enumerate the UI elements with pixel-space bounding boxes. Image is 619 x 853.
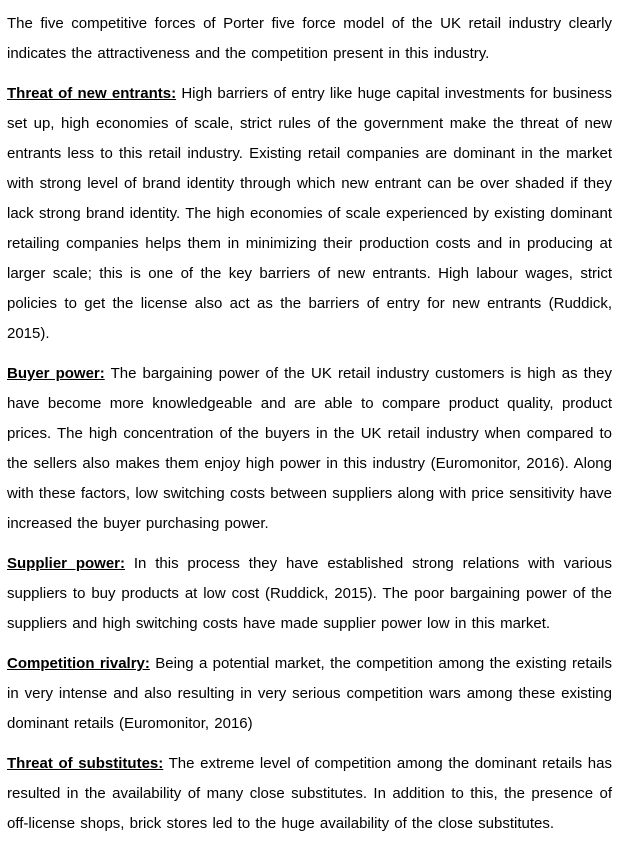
paragraph xyxy=(7,79,612,349)
paragraph-text: High barriers of entry like huge capital investments for business set up, high economies of scale, strict rules of the government make the threat of new entrants less to this retail industry. Existing retail companies are dominant in the market with strong level of brand identity through which new entrant can be over shaded if they lack strong brand identity. The high economies of scale experienced by existing dominant retailing companies helps them in minimizing their production costs and in producing at larger scale; this is one of the key barriers of new entrants. High labour wages, strict policies to get the license also act as the barriers of entry for new entrants (Ruddick, 2015). xyxy=(7,85,612,342)
paragraph-text: The extreme level of competition among the dominant retails has resulted in the availability of many close substitutes. In addition to this, the presence of off-license shops, brick stores led to the huge availability of the close substitutes. xyxy=(7,755,612,832)
document-body xyxy=(7,9,612,839)
paragraph-text: The bargaining power of the UK retail industry customers is high as they have become more knowledgeable and are able to compare product quality, product prices. The high concentration of the buyers in the UK retail industry when compared to the sellers also makes them enjoy high power in this industry (Euromonitor, 2016). Along with these factors, low switching costs between suppliers along with price sensitivity have increased the buyer purchasing power. xyxy=(7,365,613,532)
paragraph-heading: Threat of substitutes: xyxy=(7,755,164,772)
paragraph-text: Being a potential market, the competition among the existing retails in very intense and also resulting in very serious competition wars among these existing dominant retails (Euromonitor, 2016) xyxy=(7,655,612,732)
paragraph xyxy=(7,359,612,539)
paragraph xyxy=(7,9,612,69)
paragraph-heading: Competition rivalry: xyxy=(7,655,150,672)
paragraph-heading: Supplier power: xyxy=(7,555,126,572)
paragraph-text: The five competitive forces of Porter five force model of the UK retail industry clearly indicates the attractiveness and the competition present in this industry. xyxy=(7,15,612,62)
paragraph-heading: Buyer power: xyxy=(7,365,105,382)
paragraph xyxy=(7,649,612,739)
paragraph-text: In this process they have established strong relations with various suppliers to buy products at low cost (Ruddick, 2015). The poor bargaining power of the suppliers and high switching costs have made supplier power low in this market. xyxy=(7,555,613,632)
paragraph-heading: Threat of new entrants: xyxy=(7,85,177,102)
paragraph xyxy=(7,549,612,639)
paragraph xyxy=(7,749,612,839)
